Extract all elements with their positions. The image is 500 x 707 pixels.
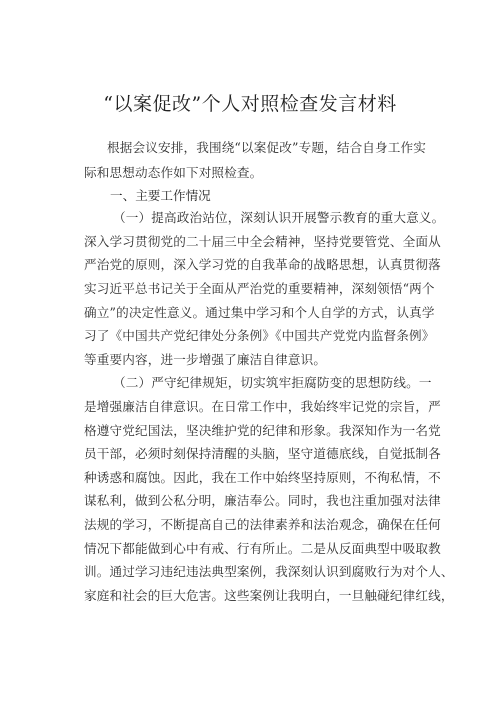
para2-line-9: 训。通过学习违纪违法典型案例，我深刻认识到腐败行为对个人、 [84,564,454,579]
para1-line-3: 严治党的原则，深入学习党的自我革命的战略思想，认真贯彻落 [84,257,441,272]
intro-line-1: 根据会议安排，我围绕“以案促改”专题，结合自身工作实 [107,140,427,155]
para2-line-5: 种诱惑和腐蚀。因此，我在工作中始终坚持原则，不徇私情，不 [84,470,441,485]
para2-line-6: 谋私利，做到公私分明，廉洁奉公。同时，我也注重加强对法律 [84,493,441,508]
para1-line-6: 习了《中国共产党纪律处分条例》《中国共产党党内监督条例》 [84,328,435,343]
para2-line-10: 家庭和社会的巨大危害。这些案例让我明白，一旦触碰纪律红线， [84,588,454,603]
para1-line-5: 确立”的决定性意义。通过集中学习和个人自学的方式，认真学 [84,305,435,320]
para2-line-8: 情况下都能做到心中有戒、行有所止。二是从反面典型中吸取教 [84,541,441,556]
para1-line-4: 实习近平总书记关于全面从严治党的重要精神，深刻领悟“两个 [84,281,435,296]
para2-line-7: 法规的学习，不断提高自己的法律素养和法治观念，确保在任何 [84,517,441,532]
para1-line-2: 深入学习贯彻党的二十届三中全会精神，坚持党要管党、全面从 [84,234,441,249]
para2-line-4: 员干部，必须时刻保持清醒的头脑，坚守道德底线，自觉抵制各 [84,446,441,461]
para1-line-1: （一）提高政治站位，深刻认识开展警示教育的重大意义。 [113,210,445,225]
intro-line-2: 际和思想动态作如下对照检查。 [84,165,263,180]
para2-line-2: 是增强廉洁自律意识。在日常工作中，我始终牢记党的宗旨，严 [84,399,441,414]
para2-line-1: （二）严守纪律规矩，切实筑牢拒腐防变的思想防线。一 [113,375,432,390]
document-title: “以案促改”个人对照检查发言材料 [103,93,397,115]
para1-line-7: 等重要内容，进一步增强了廉洁自律意识。 [84,352,327,367]
para2-line-3: 格遵守党纪国法，坚决维护党的纪律和形象。我深知作为一名党 [84,423,441,438]
section-heading: 一、主要工作情况 [110,188,211,203]
